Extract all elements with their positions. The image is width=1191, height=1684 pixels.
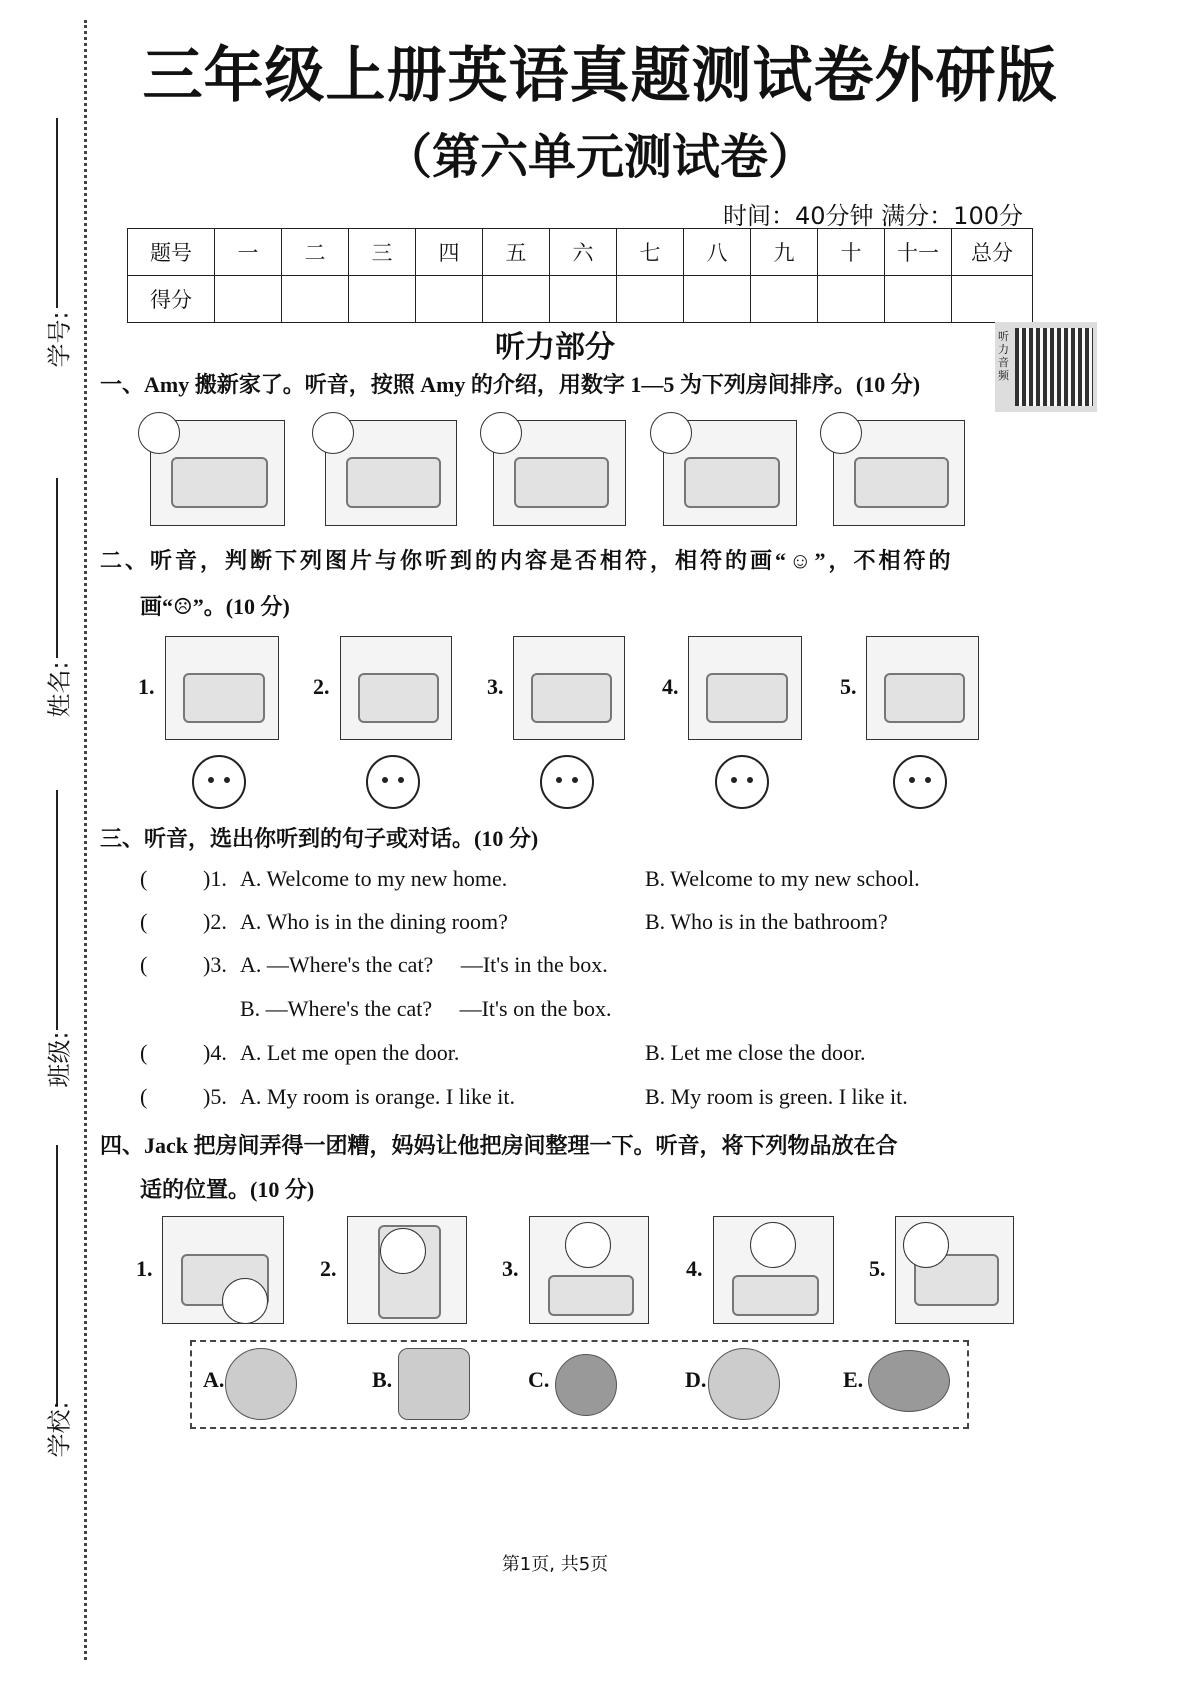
name-line: [56, 478, 58, 658]
listening-part-title: 听力部分: [495, 330, 615, 365]
sofa-picture: [513, 636, 625, 740]
option-b: B. Welcome to my new school.: [645, 866, 920, 891]
section2-title-line2: 画“☹”。(10 分): [140, 594, 290, 619]
qr-code-icon: [1015, 328, 1093, 406]
answer-paren[interactable]: (: [140, 1084, 148, 1109]
header-cell: 五: [483, 229, 550, 276]
blank-face-icon[interactable]: [540, 755, 594, 809]
answer-circle[interactable]: [650, 412, 692, 454]
blank-face-icon[interactable]: [715, 755, 769, 809]
score-table-header: [128, 229, 1033, 276]
section2-title-line1: 二、听音，判断下列图片与你听到的内容是否相符，相符的画“☺”，不相符的: [100, 548, 954, 573]
object-label: C.: [528, 1367, 550, 1392]
item-number: 4.: [662, 674, 679, 699]
header-cell: 四: [416, 229, 483, 276]
toy-dog-image: [708, 1348, 780, 1420]
page-subtitle: （第六单元测试卷）: [383, 129, 816, 185]
answer-circle[interactable]: [903, 1222, 949, 1268]
page-title: 三年级上册英语真题测试卷外研版: [142, 41, 1058, 111]
header-cell: 十: [818, 229, 885, 276]
option-b: B. Let me close the door.: [645, 1040, 866, 1065]
answer-circle[interactable]: [820, 412, 862, 454]
page-footer: 第1页, 共5页: [501, 1554, 609, 1575]
time-and-score: 时间：40分钟 满分：100分: [723, 202, 1023, 230]
item-number: 3.: [487, 674, 504, 699]
blank-face-icon[interactable]: [366, 755, 420, 809]
backpack-image: [225, 1348, 297, 1420]
answer-circle[interactable]: [222, 1278, 268, 1324]
option-a: A. Who is in the dining room?: [240, 909, 508, 934]
item-number: 5.: [869, 1256, 886, 1281]
score-cell[interactable]: [282, 276, 349, 323]
item-number: 1.: [138, 674, 155, 699]
score-cell[interactable]: [215, 276, 282, 323]
item-number: 1.: [136, 1256, 153, 1281]
blank-face-icon[interactable]: [192, 755, 246, 809]
qr-code[interactable]: [995, 322, 1097, 412]
binding-dotted-line: [84, 20, 87, 1660]
answer-paren[interactable]: (: [140, 1040, 148, 1065]
score-row: [128, 276, 1033, 323]
option-a: A. Welcome to my new home.: [240, 866, 508, 891]
answer-circle[interactable]: [750, 1222, 796, 1268]
option-a: A. My room is orange. I like it.: [240, 1084, 515, 1109]
option-b: B. —Where's the cat? —It's on the box.: [240, 996, 612, 1021]
answer-circle[interactable]: [138, 412, 180, 454]
option-b: B. Who is in the bathroom?: [645, 909, 888, 934]
score-cell[interactable]: [885, 276, 952, 323]
section4-title-line2: 适的位置。(10 分): [140, 1177, 315, 1202]
option-a: A. —Where's the cat? —It's in the box.: [240, 952, 608, 977]
qr-label: 听力音频: [998, 330, 1009, 382]
question-number: )1.: [203, 866, 227, 891]
running-boy-picture: [340, 636, 452, 740]
section3-title: 三、听音，选出你听到的句子或对话。(10 分): [100, 826, 539, 851]
object-label: B.: [372, 1367, 393, 1392]
kids-ball-picture: [866, 636, 979, 740]
school-line: [56, 1145, 58, 1405]
score-cell[interactable]: [416, 276, 483, 323]
item-number: 4.: [686, 1256, 703, 1281]
question-number: )5.: [203, 1084, 227, 1109]
oranges-image: [868, 1350, 950, 1412]
answer-circle[interactable]: [565, 1222, 611, 1268]
score-cell[interactable]: [684, 276, 751, 323]
answer-paren[interactable]: (: [140, 952, 148, 977]
header-cell: 九: [751, 229, 818, 276]
header-cell: 总分: [952, 229, 1033, 276]
school-label: 学校:: [45, 1401, 74, 1458]
answer-circle[interactable]: [312, 412, 354, 454]
object-label: A.: [203, 1367, 225, 1392]
option-a: A. Let me open the door.: [240, 1040, 460, 1065]
header-cell: 六: [550, 229, 617, 276]
score-row-label: 得分: [128, 276, 215, 323]
answer-paren[interactable]: (: [140, 909, 148, 934]
name-label: 姓名:: [45, 661, 74, 718]
header-cell: 十一: [885, 229, 952, 276]
chair-picture: [688, 636, 802, 740]
item-number: 2.: [320, 1256, 337, 1281]
score-cell[interactable]: [751, 276, 818, 323]
question-number: )4.: [203, 1040, 227, 1065]
header-cell: 题号: [128, 229, 215, 276]
ball-image: [555, 1354, 617, 1416]
section1-title: 一、Amy 搬新家了。听音，按照 Amy 的介绍，用数字 1—5 为下列房间排序。(10 分): [100, 372, 921, 397]
section4-title-line1: 四、Jack 把房间弄得一团糟，妈妈让他把房间整理一下。听音，将下列物品放在合: [100, 1133, 898, 1158]
header-cell: 一: [215, 229, 282, 276]
class-line: [56, 790, 58, 1030]
header-cell: 七: [617, 229, 684, 276]
girls-picture: [165, 636, 279, 740]
question-number: )2.: [203, 909, 227, 934]
class-label: 班级:: [45, 1031, 74, 1088]
score-cell[interactable]: [483, 276, 550, 323]
chinese-knot-image: [398, 1348, 470, 1420]
student-id-label: 学号:: [45, 311, 74, 368]
student-id-line: [56, 118, 58, 308]
score-cell[interactable]: [349, 276, 416, 323]
item-number: 5.: [840, 674, 857, 699]
score-cell[interactable]: [818, 276, 885, 323]
score-cell[interactable]: [550, 276, 617, 323]
score-cell[interactable]: [952, 276, 1033, 323]
score-cell[interactable]: [617, 276, 684, 323]
answer-paren[interactable]: (: [140, 866, 148, 891]
object-label: E.: [843, 1367, 864, 1392]
blank-face-icon[interactable]: [893, 755, 947, 809]
header-cell: 三: [349, 229, 416, 276]
question-number: )3.: [203, 952, 227, 977]
object-label: D.: [685, 1367, 707, 1392]
item-number: 2.: [313, 674, 330, 699]
answer-circle[interactable]: [380, 1228, 426, 1274]
header-cell: 二: [282, 229, 349, 276]
item-number: 3.: [502, 1256, 519, 1281]
header-cell: 八: [684, 229, 751, 276]
answer-circle[interactable]: [480, 412, 522, 454]
option-b: B. My room is green. I like it.: [645, 1084, 908, 1109]
score-table: [127, 228, 1033, 323]
